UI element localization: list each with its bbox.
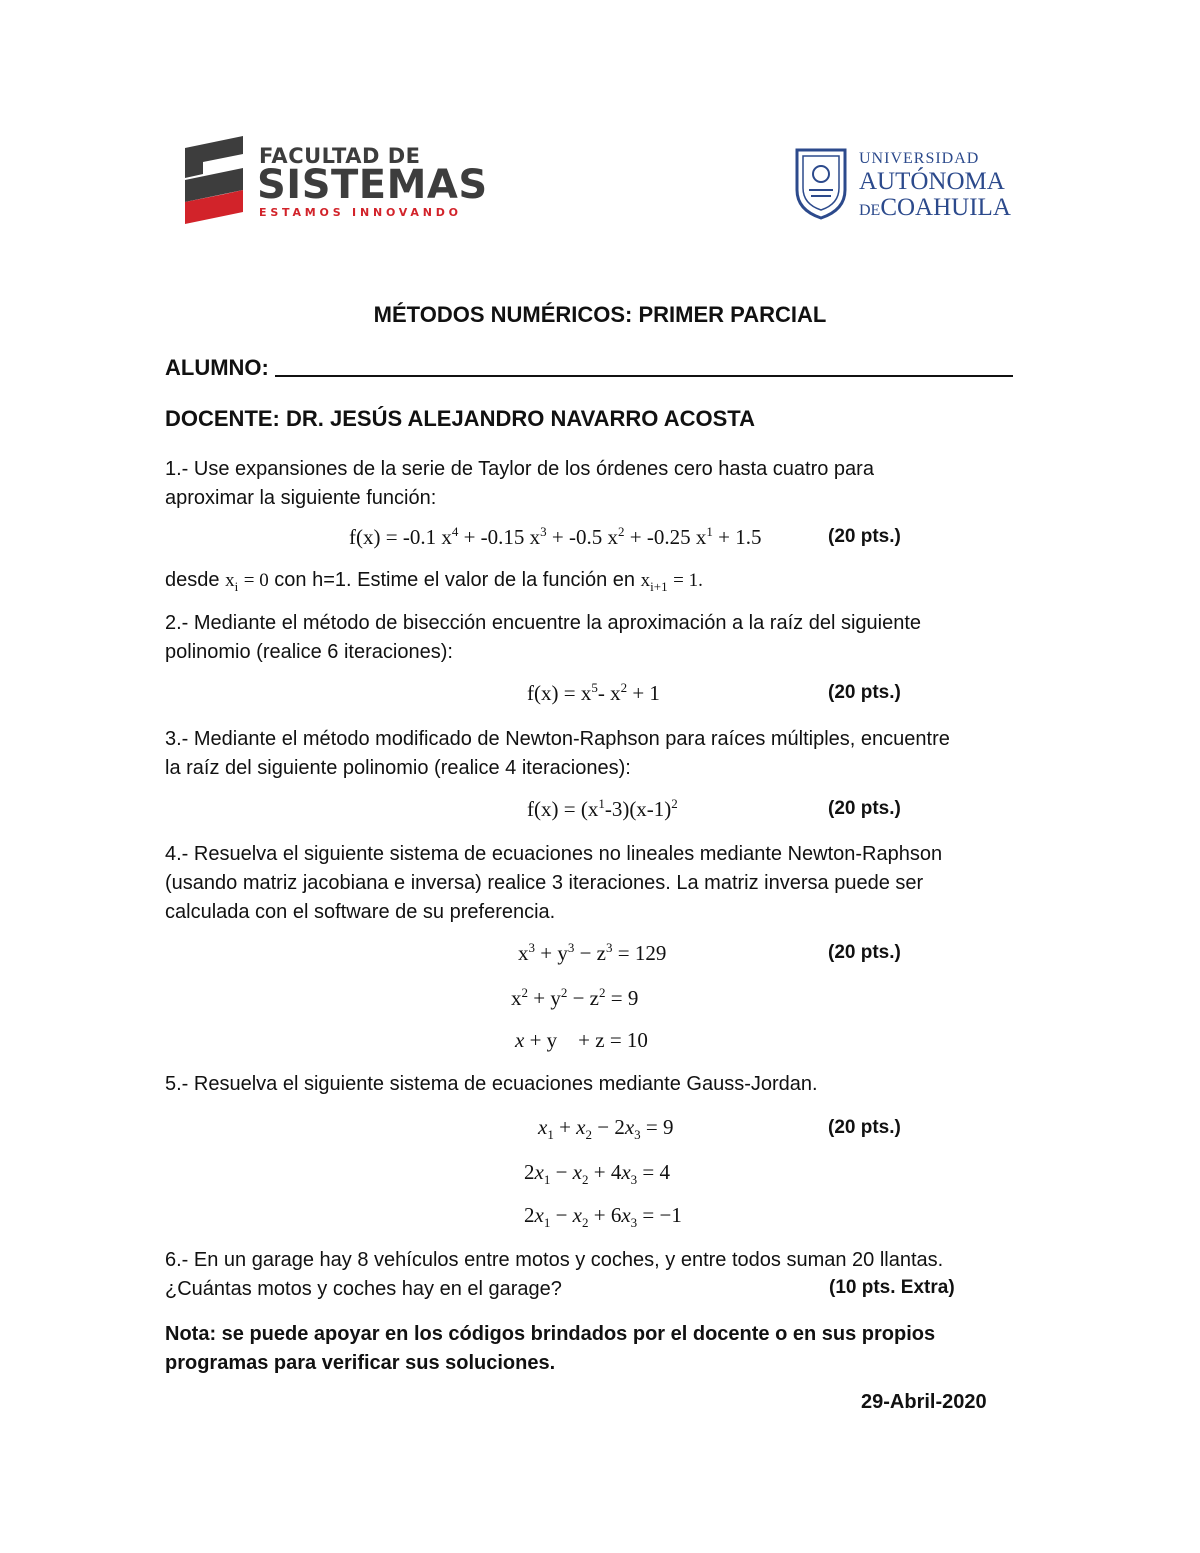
q6-points: (10 pts. Extra) [829,1277,955,1298]
q5-eq1: $x_1 + x_2 - 2x_3 = 9$ [538,1115,674,1143]
q6-text [165,1246,943,1304]
note-line1: Nota: se puede apoyar en los códigos brindados por el docente o en sus propios [165,1323,936,1345]
q1-formula: f(x) = -0.1 $x^4 + -0.15$ $x^3 + -0.5$ $x^2 + -0.25$ $x^1 + 1.5$ [349,524,762,549]
q4-line2: (usando matriz jacobiana e inversa) realice 3 iteraciones. La matriz inversa puede ser [165,872,924,894]
q5-eq3: $2x_1 - x_2 + 6x_3 = -1$ [524,1203,682,1231]
q6-line2: ¿Cuántas motos y coches hay en el garage? [165,1278,562,1300]
note [165,1320,935,1378]
q3-formula: $f(x) = (x^1-3)(x-1)^2$ [527,796,678,821]
q3-line2: la raíz del siguiente polinomio (realice 4 iteraciones): [165,757,631,779]
logo-de-prefix: DE [859,202,881,219]
logo-universidad: UNIVERSIDAD [859,150,980,167]
q6-line1: 6.- En un garage hay 8 vehículos entre motos y coches, y entre todos suman 20 llantas. [165,1249,944,1271]
q1-xi: $x_i$ [225,570,239,594]
q5-text: 5.- Resuelva el siguiente sistema de ecuaciones mediante Gauss-Jordan. [165,1073,818,1095]
q2-points: (20 pts.) [828,682,901,703]
logo-coahuila-text: COAHUILA [880,194,1011,221]
q3-text [165,725,950,783]
university-shield-icon [793,146,849,220]
q4-text [165,840,942,927]
logo-line-slogan: ESTAMOS INNOVANDO [259,206,462,219]
q1-xi1-value: = 1. [673,570,703,591]
q4-eq2: $x^2 + y^2 - z^2 = 9$ [511,985,639,1010]
q4-points: (20 pts.) [828,942,901,963]
q1-line1: 1.- Use expansiones de la serie de Taylor de los órdenes cero hasta cuatro para [165,458,874,480]
exam-title: MÉTODOS NUMÉRICOS: PRIMER PARCIAL [373,302,827,327]
student-label: ALUMNO: [165,355,269,380]
exam-date: 29-Abril-2020 [861,1391,987,1413]
teacher-line: DOCENTE: DR. JESÚS ALEJANDRO NAVARRO ACOSTA [165,406,755,431]
q2-line1: 2.- Mediante el método de bisección encuentre la aproximación a la raíz del siguiente [165,612,921,634]
q4-eq3: x + y + z = 10 [515,1028,648,1052]
q3-points: (20 pts.) [828,798,901,819]
q5-points: (20 pts.) [828,1117,901,1138]
student-line [165,355,1013,381]
q1-xi-value: = 0 [243,570,269,591]
q2-line2: polinomio (realice 6 iteraciones): [165,641,453,663]
logo-autonoma: AUTÓNOMA [859,168,1005,195]
q1-line2: aproximar la siguiente función: [165,487,437,509]
q4-eq1: $x^3 + y^3 - z^3 = 129$ [518,940,667,965]
q1-line3-a: desde [165,569,220,591]
q2-text [165,609,921,667]
student-name-blank[interactable] [275,355,1013,377]
q5-eq2: $2x_1 - x_2 + 4x_3 = 4$ [524,1160,671,1188]
q1-text [165,455,874,513]
logo-line-sistemas: SISTEMAS [257,162,488,208]
q4-line3: calculada con el software de su preferencia. [165,901,556,923]
logo-line-facultad: FACULTAD DE [259,144,421,168]
uadec-logo [793,146,1033,224]
q2-formula: $f(x) = x^5-$ $x^2 + 1$ [527,680,660,705]
facultad-s-emblem-icon [185,136,245,226]
q3-line1: 3.- Mediante el método modificado de Newton-Raphson para raíces múltiples, encuentre [165,728,950,750]
q1-points: (20 pts.) [828,526,901,547]
note-line2: programas para verificar sus soluciones. [165,1352,556,1374]
q4-line1: 4.- Resuelva el siguiente sistema de ecuaciones no lineales mediante Newton-Raphson [165,843,943,865]
facultad-sistemas-logo [185,136,488,226]
q1-xi1: $x_{i+1}$ [640,570,668,594]
q1-line3 [165,566,703,601]
logo-coahuila [859,194,1011,222]
q1-line3-c: con h=1. Estime el valor de la función en [274,569,636,591]
